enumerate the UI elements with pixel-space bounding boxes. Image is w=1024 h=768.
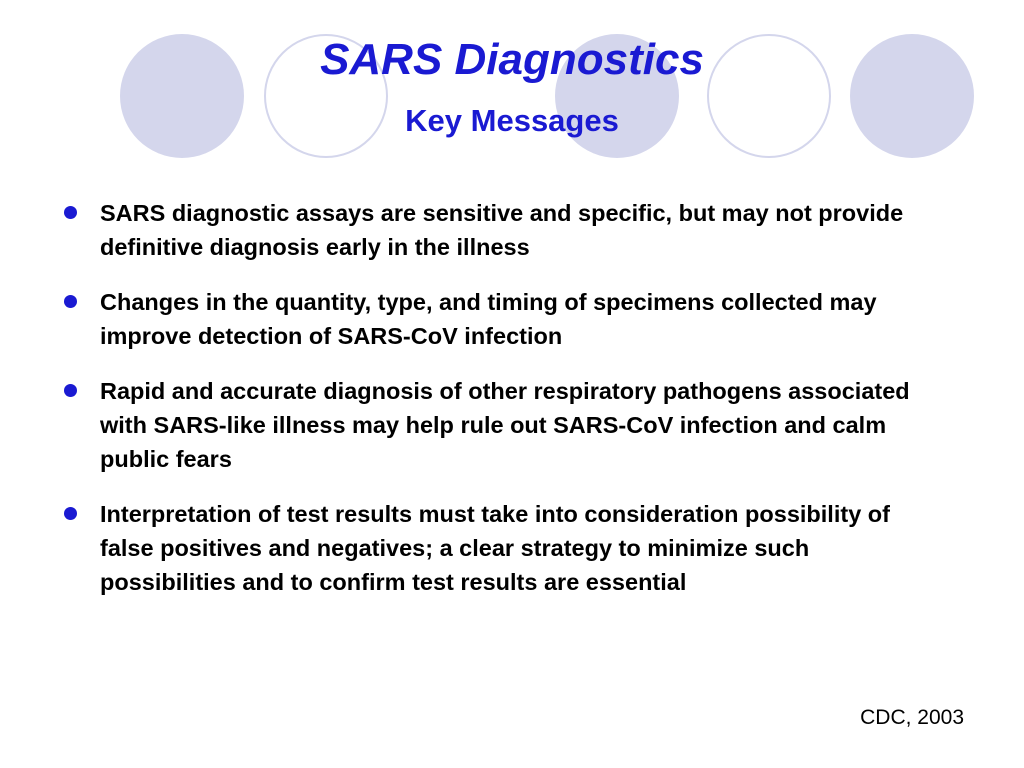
bullet-text: Rapid and accurate diagnosis of other respiratory pathogens associated with SARS-like illness may help rule out SARS-CoV infection and calm public fears (100, 378, 910, 472)
bullet-dot-icon (64, 295, 77, 308)
slide-subtitle: Key Messages (405, 103, 619, 138)
bullet-item (62, 196, 942, 264)
bullet-text: SARS diagnostic assays are sensitive and specific, but may not provide definitive diagnosis early in the illness (100, 200, 904, 260)
bullet-text: Changes in the quantity, type, and timing of specimens collected may improve detection of SARS-CoV infection (100, 289, 877, 349)
bullet-item (62, 285, 942, 353)
bullet-dot-icon (64, 507, 77, 520)
citation: CDC, 2003 (860, 706, 964, 729)
bullet-item (62, 497, 942, 599)
bullet-text: Interpretation of test results must take into consideration possibility of false positives and negatives; a clear strategy to minimize such possibilities and to confirm test results are essential (100, 501, 890, 595)
bullet-dot-icon (64, 384, 77, 397)
slide-title: SARS Diagnostics (320, 35, 704, 84)
bullet-item (62, 374, 942, 476)
bullet-dot-icon (64, 206, 77, 219)
bullet-list (62, 196, 942, 620)
